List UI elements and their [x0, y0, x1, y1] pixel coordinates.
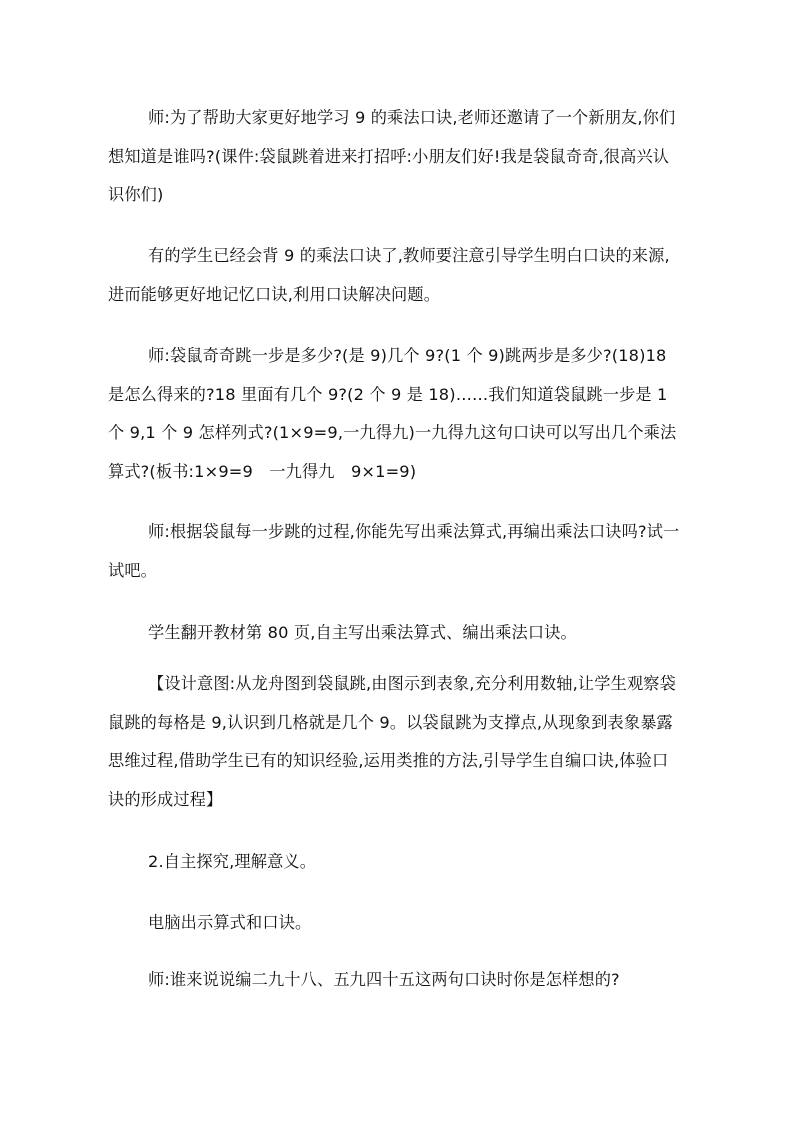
paragraph-kangaroo-questions: 师:袋鼠奇奇跳一步是多少?(是 9)几个 9?(1 个 9)跳两步是多少?(18)18 是怎么得来的?18 里面有几个 9?(2 个 9 是 18)……我们知道袋鼠跳一步是 1 个 9,1 个 9 怎样列式?(1×9=9,一九得九)一九得九这句口诀可以写出几个乘法算式?(板书:1×9=9 一九得九 9×1=9) [108, 346, 677, 481]
paragraph-teaching-note: 有的学生已经会背 9 的乘法口诀了,教师要注意引导学生明白口诀的来源,进而能够更好地记忆口诀,利用口诀解决问题。 [108, 246, 670, 304]
paragraph-student-activity: 学生翻开教材第 80 页,自主写出乘法算式、编出乘法口诀。 [148, 623, 577, 642]
paragraph-teacher-question: 师:谁来说说编二九十八、五九四十五这两句口诀时你是怎样想的? [148, 970, 620, 989]
paragraph-section-heading: 2.自主探究,理解意义。 [148, 852, 317, 871]
paragraph-computer-display: 电脑出示算式和口诀。 [148, 913, 312, 932]
paragraph-teacher-prompt: 师:根据袋鼠每一步跳的过程,你能先写出乘法算式,再编出乘法口诀吗?试一试吧。 [108, 522, 680, 580]
paragraph-design-intent: 【设计意图:从龙舟图到袋鼠跳,由图示到表象,充分利用数轴,让学生观察袋鼠跳的每格是 9,认识到几格就是几个 9。以袋鼠跳为支撑点,从现象到表象暴露思维过程,借助学生已有的知识经验,运用类推的方法,引导学生自编口诀,体验口诀的形成过程】 [108, 674, 676, 809]
paragraph-teacher-intro: 师:为了帮助大家更好地学习 9 的乘法口诀,老师还邀请了一个新朋友,你们想知道是谁吗?(课件:袋鼠跳着进来打招呼:小朋友们好!我是袋鼠奇奇,很高兴认识你们) [108, 108, 676, 204]
